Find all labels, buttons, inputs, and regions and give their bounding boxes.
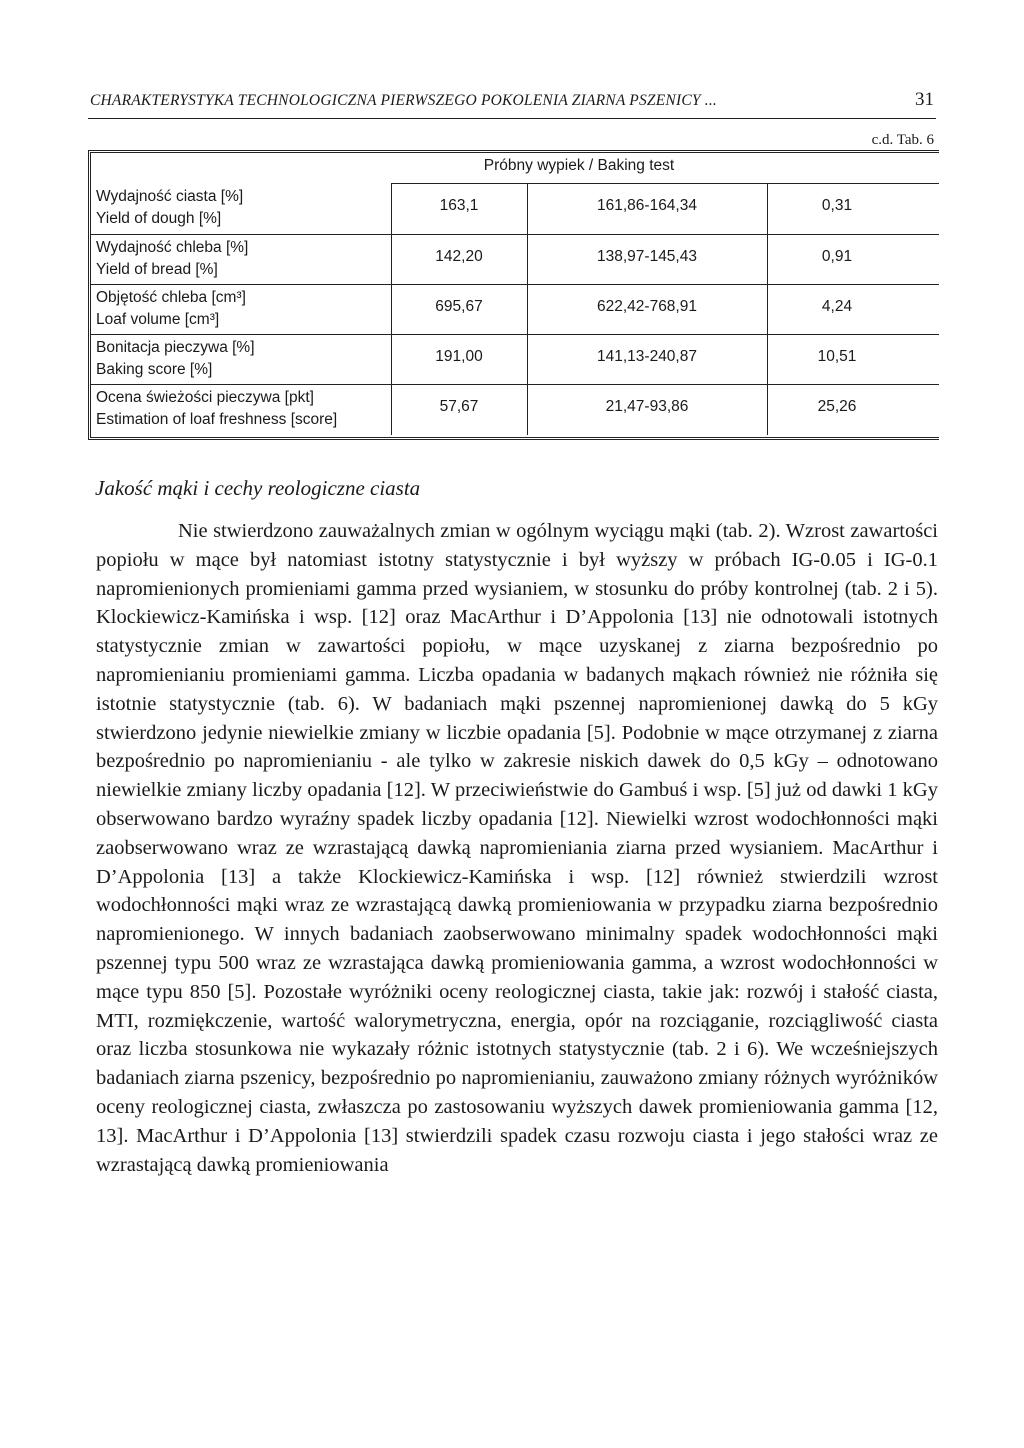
- row-label-pl: Bonitacja pieczywa [%]: [96, 339, 255, 356]
- table-row: [91, 184, 939, 234]
- row-label-en: Loaf volume [cm³]: [96, 311, 220, 328]
- row-label-pl: Wydajność ciasta [%]: [96, 188, 244, 205]
- row-label-pl: Ocena świeżości pieczywa [pkt]: [96, 389, 314, 406]
- cell-mean: 57,67: [439, 398, 479, 415]
- row-label-en: Estimation of loaf freshness [score]: [96, 411, 338, 428]
- cell-range: 141,13-240,87: [597, 348, 697, 365]
- cell-range: 138,97-145,43: [597, 248, 697, 265]
- cell-mean: 695,67: [435, 298, 483, 315]
- cell-mean: 142,20: [435, 248, 483, 265]
- cell-sd: 4,24: [821, 298, 853, 315]
- cell-range: 161,86-164,34: [597, 197, 697, 214]
- row-label: [96, 337, 255, 381]
- cell-sd: 0,91: [821, 248, 853, 265]
- table-row: [91, 384, 939, 435]
- row-label-pl: Objętość chleba [cm³]: [96, 289, 246, 306]
- cell-mean: 163,1: [439, 197, 479, 214]
- cell-range: 21,47-93,86: [605, 398, 689, 415]
- row-label: [96, 387, 337, 431]
- table-row: [91, 234, 939, 285]
- section-heading: Jakość mąki i cechy reologiczne ciasta: [95, 476, 421, 500]
- table-row: [91, 284, 939, 335]
- cell-sd: 0,31: [821, 197, 853, 214]
- running-header: [88, 88, 936, 119]
- cell-mean: 191,00: [435, 348, 483, 365]
- running-title: CHARAKTERYSTYKA TECHNOLOGICZNA PIERWSZEGO POKOLENIA ZIARNA PSZENICY ...: [90, 92, 717, 109]
- table-continuation-label: c.d. Tab. 6: [871, 132, 934, 148]
- row-label-en: Yield of bread [%]: [96, 261, 218, 278]
- row-label-pl: Wydajność chleba [%]: [96, 239, 249, 256]
- table-row: [91, 334, 939, 385]
- table-title: Próbny wypiek / Baking test: [483, 157, 675, 174]
- cell-range: 622,42-768,91: [597, 298, 697, 315]
- page-number: 31: [915, 89, 934, 110]
- body-paragraph: Nie stwierdzono zauważalnych zmian w ogólnym wyciągu mąki (tab. 2). Wzrost zawartości popiołu w mące był natomiast istotny statystycznie i był wyższy w próbach IG-0.05 i IG-0.1 napromienionych promieniami gamma przed wysianiem, w stosunku do próby kontrolnej (tab. 2 i 5). Klockiewicz-Kamińska i wsp. [12] oraz MacArthur i D’Appolonia [13] nie odnotowali istotnych statystycznie zmian w zawartości popiołu, w mące uzyskanej z ziarna bezpośrednio po napromienianiu promieniami gamma. Liczba opadania w badanych mąkach również nie różniła się istotnie statystycznie (tab. 6). W badaniach mąki pszennej napromienionej dawką do 5 kGy stwierdzono jedynie niewielkie zmiany w liczbie opadania [5]. Podobnie w mące otrzymanej z ziarna bezpośrednio po napromienianiu - ale tylko w zakresie niskich dawek do 0,5 kGy – odnotowano niewielkie zmiany liczby opadania [12]. W przeciwieństwie do Gambuś i wsp. [5] już od dawki 1 kGy obserwowano bardzo wyraźny spadek liczby opadania [12]. Niewielki wzrost wodochłonności mąki zaobserwowano wraz ze wzrastającą dawką napromieniania ziarna przed wysianiem. MacArthur i D’Appolonia [13] a także Klockiewicz-Kamińska i wsp. [12] również stwierdzili wzrost wodochłonności mąki wraz ze wzrastającą dawką promieniowania w przypadku ziarna bezpośrednio napromienionego. W innych badaniach zaobserwowano minimalny spadek wodochłonności mąki pszennej typu 500 wraz ze wzrastająca dawką promieniowania gamma, a wzrost wodochłonności w mące typu 850 [5]. Pozostałe wyróżniki oceny reologicznej ciasta, takie jak: rozwój i stałość ciasta, MTI, rozmiękczenie, wartość walorymetryczna, energia, opór na rozciąganie, rozciągliwość ciasta oraz liczba stosunkowa nie wykazały różnic istotnych statystycznie (tab. 2 i 6). We wcześniejszych badaniach ziarna pszenicy, bezpośrednio po napromienianiu, zauważono zmiany różnych wyróżników oceny reologicznej ciasta, zwłaszcza po zastosowaniu wyższych dawek promieniowania gamma [12, 13]. MacArthur i D’Appolonia [13] stwierdzili spadek czasu rozwoju ciasta i jego stałości wraz ze wzrastającą dawką promieniowania: [96, 520, 938, 1176]
- row-label: [96, 237, 248, 281]
- row-label-en: Baking score [%]: [96, 361, 213, 378]
- cell-sd: 25,26: [817, 398, 857, 415]
- baking-test-table: [88, 150, 939, 440]
- cell-sd: 10,51: [817, 348, 857, 365]
- row-label: [96, 186, 243, 230]
- row-label-en: Yield of dough [%]: [96, 210, 222, 227]
- row-label: [96, 287, 246, 331]
